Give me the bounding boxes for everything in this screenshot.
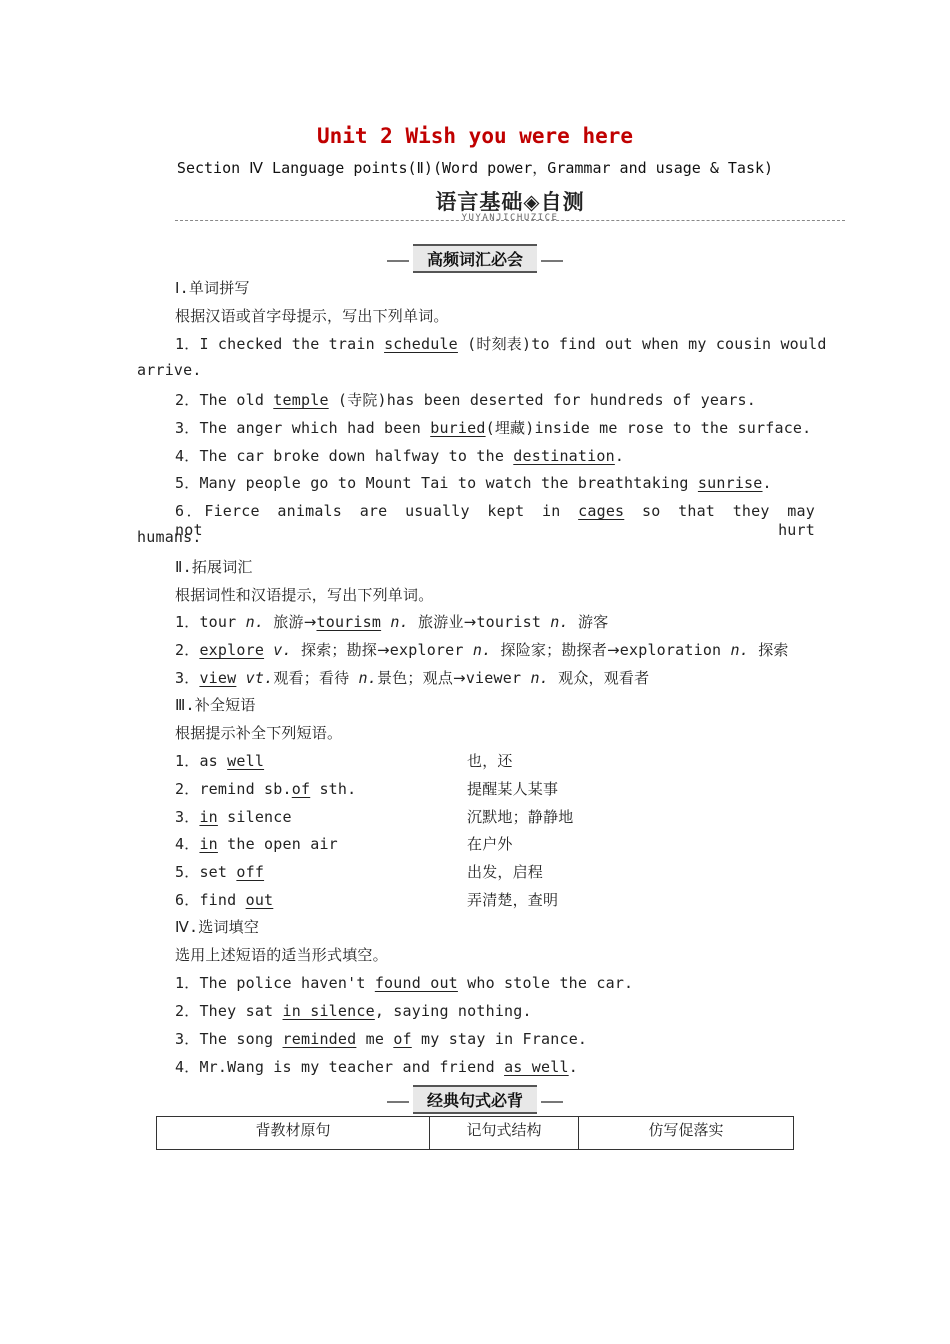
banner-title: 语言基础◈自测: [435, 190, 585, 214]
list-item: 5．Many people go to Mount Tai to watch the breathtaking sunrise.: [175, 474, 772, 492]
answer: in: [199, 835, 218, 853]
section-1-instruction: 根据汉语或首字母提示，写出下列单词。: [175, 307, 449, 325]
answer: sunrise: [697, 474, 763, 492]
section-subtitle: Section Ⅳ Language points(Ⅱ)(Word power，Grammar and usage & Task): [176, 159, 774, 177]
list-item: 1．The police haven't found out who stole the car.: [175, 974, 634, 992]
answer: off: [236, 863, 265, 881]
sentence-table: [156, 1116, 794, 1150]
table-row: [157, 1117, 794, 1150]
answer: explore: [199, 641, 265, 659]
answer: buried: [430, 419, 486, 437]
list-item: 3．The anger which had been buried(埋藏)inside me rose to the surface.: [175, 419, 812, 437]
answer: in: [199, 808, 218, 826]
phrase-item: 1．as well: [175, 752, 265, 770]
answer: as well: [504, 1058, 569, 1076]
list-item: 2．explore v. 探索；勘探→explorer n. 探险家；勘探者→exploration n. 探索: [175, 641, 789, 659]
answer: destination: [513, 447, 615, 465]
phrase-item: 4．in the open air: [175, 835, 338, 853]
answer: view: [199, 669, 237, 687]
answer: of: [393, 1030, 412, 1048]
phrase-meaning: 出发，启程: [467, 863, 544, 881]
list-item: 4．The car broke down halfway to the destination.: [175, 447, 625, 465]
section-4-instruction: 选用上述短语的适当形式填空。: [175, 946, 388, 964]
section-3-heading: Ⅲ.补全短语: [175, 696, 256, 714]
vocab-header: [0, 244, 950, 273]
list-item-continuation: arrive.: [137, 361, 202, 379]
answer: in silence: [282, 1002, 375, 1020]
vocab-header-label: 高频词汇必会: [413, 244, 537, 273]
list-item: 3．view vt.观看；看待 n.景色；观点→viewer n. 观众，观看者: [175, 669, 650, 687]
answer: reminded: [282, 1030, 357, 1048]
arrow-icon: →: [453, 669, 466, 687]
phrase-meaning: 沉默地；静静地: [467, 808, 574, 826]
list-item: 2．The old temple (寺院)has been deserted for hundreds of years.: [175, 391, 757, 409]
sentence-header: [0, 1085, 950, 1114]
phrase-meaning: 在户外: [467, 835, 513, 853]
list-item: 1．I checked the train schedule (时刻表)to find out when my cousin would: [175, 335, 827, 353]
list-item: 2．They sat in silence, saying nothing.: [175, 1002, 532, 1020]
phrase-item: 3．in silence: [175, 808, 292, 826]
answer: cages: [578, 502, 625, 520]
section-4-heading: Ⅳ.选词填空: [175, 918, 260, 936]
phrase-item: 5．set off: [175, 863, 265, 881]
list-item: 1．tour n. 旅游→tourism n. 旅游业→tourist n. 游客: [175, 613, 609, 631]
table-header-cell: 背教材原句: [157, 1117, 430, 1150]
answer: temple: [273, 391, 329, 409]
page-title: Unit 2 Wish you were here: [316, 124, 634, 148]
arrow-icon: →: [463, 613, 477, 631]
section-1-heading: Ⅰ.单词拼写: [175, 279, 250, 297]
answer: out: [245, 891, 274, 909]
phrase-item: 6．find out: [175, 891, 274, 909]
list-item: 4．Mr.Wang is my teacher and friend as well.: [175, 1058, 578, 1076]
answer: schedule: [384, 335, 458, 353]
list-item: 6．Fierce animals are usually kept in cages so that they may not hurt: [175, 502, 816, 539]
table-header-cell: 仿写促落实: [579, 1117, 794, 1150]
list-item-continuation: humans.: [137, 528, 202, 546]
list-item: 3．The song reminded me of my stay in France.: [175, 1030, 588, 1048]
answer: well: [227, 752, 265, 770]
section-2-heading: Ⅱ.拓展词汇: [175, 558, 253, 576]
phrase-meaning: 弄清楚，查明: [467, 891, 559, 909]
answer: of: [291, 780, 311, 798]
answer: found out: [374, 974, 458, 992]
arrow-icon: →: [377, 641, 390, 659]
table-header-cell: 记句式结构: [430, 1117, 579, 1150]
section-banner: [175, 186, 845, 226]
phrase-meaning: 提醒某人某事: [467, 780, 559, 798]
arrow-icon: →: [303, 613, 317, 631]
arrow-icon: →: [606, 641, 620, 659]
phrase-meaning: 也，还: [467, 752, 513, 770]
answer: tourism: [316, 613, 382, 631]
sentence-header-label: 经典句式必背: [413, 1085, 537, 1114]
section-3-instruction: 根据提示补全下列短语。: [175, 724, 343, 742]
section-2-instruction: 根据词性和汉语提示，写出下列单词。: [175, 586, 434, 604]
phrase-item: 2．remind sb.of sth.: [175, 780, 357, 798]
banner-pinyin: YUYANJICHUZICE: [461, 213, 559, 223]
